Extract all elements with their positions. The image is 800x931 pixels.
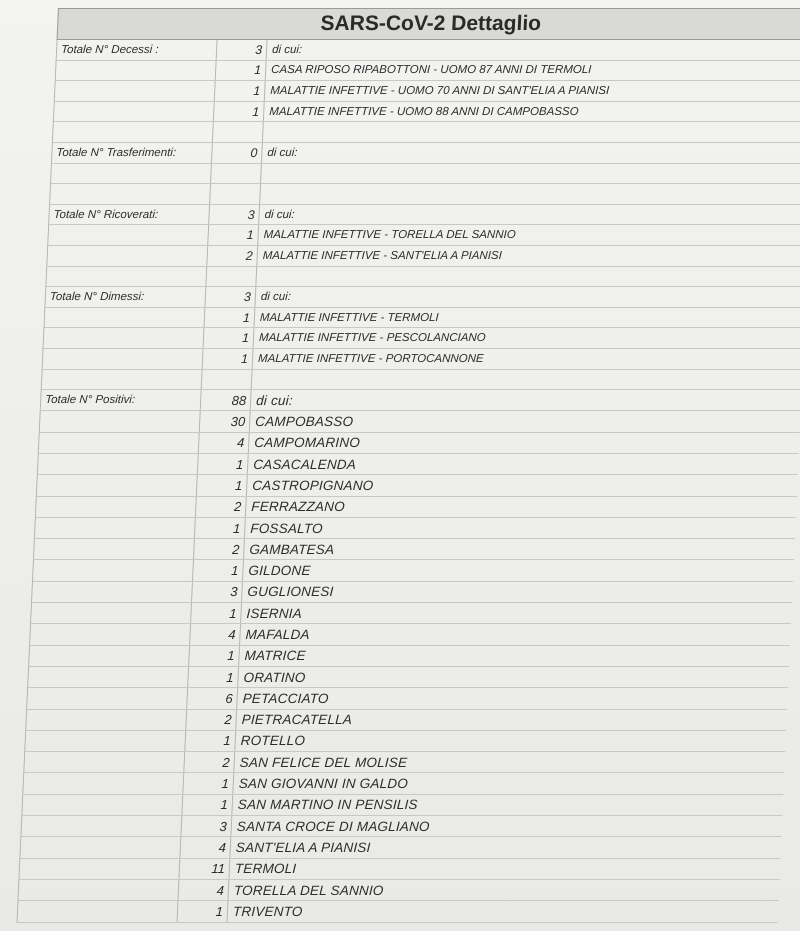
positivi-item-count: 3 (192, 582, 243, 602)
empty-label-cell (45, 308, 206, 328)
positivi-item-desc: CASACALENDA (252, 456, 357, 472)
ricoverati-total: 3 (209, 205, 260, 225)
empty-label-cell (40, 411, 201, 431)
dimessi-item-count: 1 (203, 349, 254, 369)
ricoverati-item-desc: MALATTIE INFETTIVE - TORELLA DEL SANNIO (263, 229, 516, 242)
positivi-item-count: 30 (200, 411, 251, 431)
positivi-item-count: 1 (188, 667, 239, 687)
dimessi-item-row (44, 308, 800, 329)
decessi-total: 3 (217, 40, 268, 60)
empty-desc-cell (261, 164, 800, 184)
positivi-item-desc: SANT'ELIA A PIANISI (235, 839, 371, 855)
empty-label-cell (48, 225, 209, 245)
empty-desc-cell (256, 267, 800, 287)
positivi-item-row (40, 411, 800, 432)
dimessi-item-desc: MALATTIE INFETTIVE - PESCOLANCIANO (258, 332, 486, 345)
empty-label-cell (32, 582, 193, 602)
positivi-item-row (25, 731, 786, 752)
empty-desc-cell (263, 122, 800, 142)
trasferimenti-di-cui: di cui: (267, 146, 298, 159)
positivi-item-count: 3 (181, 816, 232, 836)
positivi-item-row (34, 539, 795, 560)
positivi-item-count: 4 (199, 433, 250, 453)
empty-label-cell (34, 539, 195, 559)
positivi-item-desc: ISERNIA (246, 605, 303, 621)
positivi-item-row (31, 603, 792, 624)
positivi-item-count: 11 (179, 859, 230, 879)
blank-row (53, 122, 800, 143)
positivi-item-row (17, 901, 778, 922)
positivi-item-count: 4 (190, 624, 241, 644)
positivi-label: Totale N° Positivi: (41, 390, 202, 410)
trasferimenti-total: 0 (212, 143, 263, 163)
positivi-total: 88 (201, 390, 252, 410)
empty-label-cell (24, 752, 185, 772)
dimessi-item-desc: MALATTIE INFETTIVE - TERMOLI (259, 311, 439, 324)
decessi-item-row (54, 102, 800, 123)
decessi-item-count: 1 (214, 102, 265, 122)
empty-num-cell (206, 267, 257, 287)
positivi-item-desc: GILDONE (248, 563, 311, 579)
positivi-item-desc: CASTROPIGNANO (251, 477, 374, 493)
positivi-item-desc: SAN FELICE DEL MOLISE (239, 754, 408, 770)
ricoverati-label: Totale N° Ricoverati: (49, 205, 210, 225)
dimessi-item-count: 1 (204, 328, 255, 348)
empty-label-cell (29, 646, 190, 666)
empty-num-cell (211, 164, 262, 184)
positivi-item-desc: SAN GIOVANNI IN GALDO (238, 776, 409, 792)
positivi-item-desc: PIETRACATELLA (241, 712, 353, 728)
dimessi-total: 3 (205, 287, 256, 307)
positivi-item-count: 2 (186, 710, 237, 730)
empty-desc-cell (260, 184, 800, 204)
empty-label-cell (46, 267, 207, 287)
empty-label-cell (21, 816, 182, 836)
positivi-item-row (23, 773, 784, 794)
positivi-item-desc: MAFALDA (245, 627, 311, 642)
positivi-item-row (27, 688, 788, 709)
ricoverati-item-count: 1 (208, 225, 259, 245)
positivi-item-count: 2 (184, 752, 235, 772)
positivi-item-desc: ORATINO (243, 669, 306, 685)
empty-label-cell (27, 688, 188, 708)
empty-label-cell (44, 328, 205, 348)
decessi-total-row (57, 40, 800, 61)
positivi-item-row (24, 752, 785, 773)
positivi-item-desc: TRIVENTO (232, 903, 303, 919)
empty-label-cell (31, 603, 192, 623)
dimessi-total-row (45, 287, 800, 308)
positivi-item-count: 4 (180, 837, 231, 857)
decessi-label: Totale N° Decessi : (57, 40, 218, 60)
positivi-item-row (28, 667, 789, 688)
decessi-item-desc: CASA RIPOSO RIPABOTTONI - UOMO 87 ANNI DI TERMOLI (270, 64, 592, 77)
positivi-item-count: 2 (196, 497, 247, 517)
empty-label-cell (18, 880, 179, 900)
trasferimenti-total-row (52, 143, 800, 164)
dimessi-item-row (44, 328, 800, 349)
ricoverati-total-row (49, 205, 800, 226)
positivi-item-count: 1 (185, 731, 236, 751)
positivi-item-row (36, 497, 797, 518)
positivi-item-desc: FERRAZZANO (251, 499, 346, 515)
positivi-item-row (21, 816, 782, 837)
positivi-item-count: 1 (189, 646, 240, 666)
ricoverati-item-count: 2 (207, 246, 258, 266)
empty-label-cell (33, 560, 194, 580)
empty-label-cell (35, 518, 196, 538)
empty-label-cell (43, 349, 204, 369)
empty-label-cell (25, 731, 186, 751)
empty-label-cell (54, 102, 215, 122)
dimessi-di-cui: di cui: (260, 290, 292, 303)
positivi-item-desc: PETACCIATO (242, 690, 330, 706)
empty-label-cell (30, 624, 191, 644)
empty-label-cell (18, 901, 179, 921)
empty-label-cell (26, 710, 187, 730)
positivi-item-row (29, 646, 790, 667)
positivi-item-count: 6 (187, 688, 238, 708)
report-table (16, 40, 800, 923)
positivi-item-desc: ROTELLO (240, 733, 306, 749)
dimessi-item-desc: MALATTIE INFETTIVE - PORTOCANNONE (257, 352, 484, 365)
positivi-item-count: 1 (191, 603, 242, 623)
positivi-di-cui: di cui: (255, 392, 294, 408)
positivi-item-row (18, 880, 779, 901)
empty-num-cell (213, 122, 264, 142)
empty-num-cell (210, 184, 261, 204)
positivi-item-count: 1 (178, 901, 229, 921)
positivi-item-count: 1 (197, 475, 248, 495)
blank-row (46, 267, 800, 288)
positivi-item-desc: TERMOLI (234, 861, 297, 877)
positivi-item-row (20, 837, 781, 858)
empty-label-cell (42, 370, 203, 390)
positivi-item-desc: MATRICE (244, 648, 307, 664)
positivi-item-row (30, 624, 791, 645)
positivi-item-row (35, 518, 796, 539)
decessi-item-row (55, 81, 800, 102)
positivi-item-row (39, 433, 800, 454)
empty-label-cell (19, 859, 180, 879)
positivi-item-row (38, 454, 799, 475)
positivi-item-row (32, 582, 793, 603)
positivi-item-row (33, 560, 794, 581)
empty-label-cell (51, 164, 212, 184)
empty-label-cell (36, 497, 197, 517)
positivi-item-count: 2 (194, 539, 245, 559)
decessi-item-count: 1 (215, 81, 266, 101)
ricoverati-item-row (48, 225, 800, 246)
decessi-item-desc: MALATTIE INFETTIVE - UOMO 88 ANNI DI CAMPOBASSO (269, 105, 579, 118)
report-sheet (0, 8, 800, 923)
dimessi-item-row (43, 349, 800, 370)
decessi-item-count: 1 (216, 61, 267, 81)
empty-label-cell (56, 61, 217, 81)
positivi-item-desc: CAMPOMARINO (253, 435, 361, 451)
empty-num-cell (202, 370, 253, 390)
dimessi-label: Totale N° Dimessi: (45, 287, 206, 307)
report-title: SARS-CoV-2 Dettaglio (57, 8, 800, 40)
positivi-item-desc: FOSSALTO (250, 520, 324, 536)
blank-row (50, 184, 800, 205)
positivi-item-desc: CAMPOBASSO (254, 414, 354, 430)
empty-label-cell (22, 795, 183, 815)
positivi-item-count: 4 (178, 880, 229, 900)
blank-row (42, 370, 800, 391)
positivi-item-count: 1 (195, 518, 246, 538)
empty-desc-cell (252, 370, 800, 390)
trasferimenti-label: Totale N° Trasferimenti: (52, 143, 213, 163)
empty-label-cell (20, 837, 181, 857)
positivi-item-desc: TORELLA DEL SANNIO (233, 882, 384, 898)
positivi-item-desc: SAN MARTINO IN PENSILIS (237, 797, 419, 813)
empty-label-cell (38, 454, 199, 474)
ricoverati-di-cui: di cui: (264, 208, 295, 221)
empty-label-cell (28, 667, 189, 687)
positivi-item-row (26, 710, 787, 731)
empty-label-cell (47, 246, 208, 266)
positivi-item-desc: GAMBATESA (249, 541, 335, 557)
positivi-item-desc: GUGLIONESI (247, 584, 334, 600)
decessi-item-row (56, 61, 800, 82)
blank-row (51, 164, 800, 185)
empty-label-cell (53, 122, 214, 142)
positivi-item-row (22, 795, 783, 816)
positivi-total-row (41, 390, 800, 411)
positivi-item-desc: SANTA CROCE DI MAGLIANO (236, 818, 431, 834)
dimessi-item-count: 1 (205, 308, 256, 328)
positivi-item-count: 1 (193, 560, 244, 580)
positivi-item-row (19, 859, 780, 880)
empty-label-cell (50, 184, 211, 204)
empty-label-cell (55, 81, 216, 101)
positivi-item-count: 1 (198, 454, 249, 474)
empty-label-cell (37, 475, 198, 495)
empty-label-cell (39, 433, 200, 453)
decessi-item-desc: MALATTIE INFETTIVE - UOMO 70 ANNI DI SANT'ELIA A PIANISI (269, 84, 610, 97)
positivi-item-count: 1 (182, 795, 233, 815)
ricoverati-item-desc: MALATTIE INFETTIVE - SANT'ELIA A PIANISI (262, 249, 503, 262)
ricoverati-item-row (47, 246, 800, 267)
positivi-item-count: 1 (183, 773, 234, 793)
empty-label-cell (23, 773, 184, 793)
positivi-item-row (37, 475, 798, 496)
decessi-di-cui: di cui: (271, 43, 303, 56)
